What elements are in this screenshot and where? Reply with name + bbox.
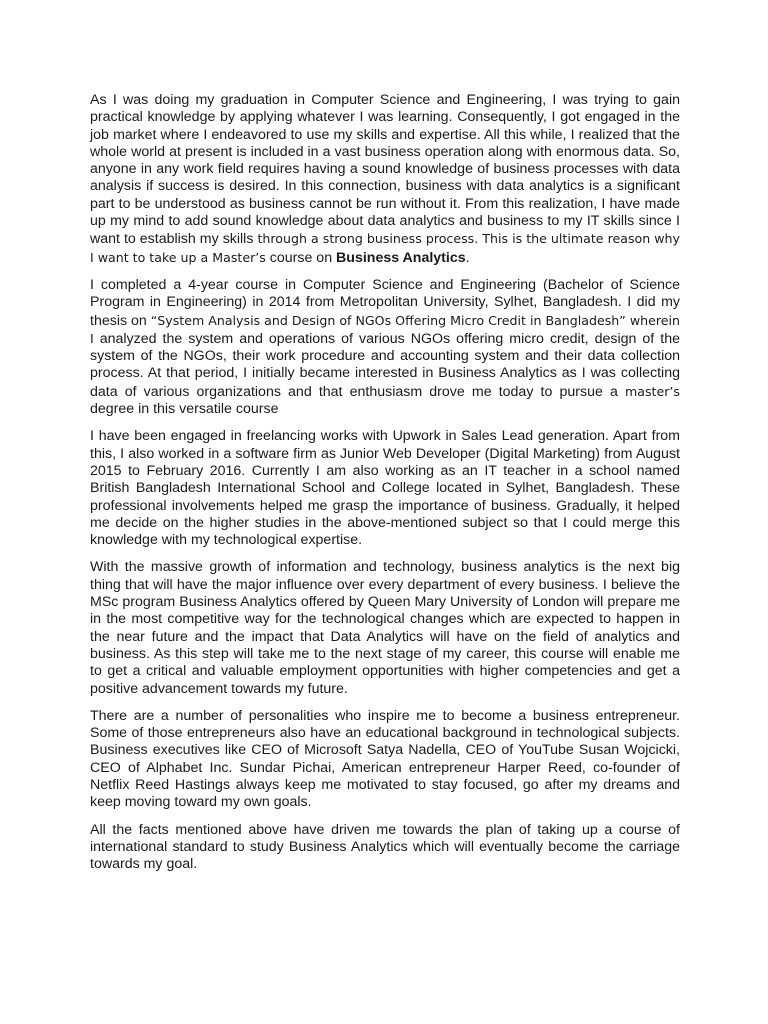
paragraph-text: analyzed the system and operations of various NGOs offering micro credit, design of the system of the NGOs, their work procedure and accounting system and their data collection process. At that period, I initially became interested in Business Analytics as I was collecting data of various organizations and that enthusiasm drove me today to pursue a <box>90 330 680 400</box>
paragraph-conclusion: All the facts mentioned above have driven me towards the plan of taking up a course of international standard to study Business Analytics which will eventually become the carriage towards my goal. <box>90 821 680 873</box>
paragraph-inspiration: There are a number of personalities who inspire me to become a business entrepreneur. Some of those entrepreneurs also have an educational background in technological subjects. Business executives like CEO of Microsoft Satya Nadella, CEO of YouTube Susan Wojcicki, CEO of Alphabet Inc. Sundar Pichai, American entrepreneur Harper Reed, co-founder of Netflix Reed Hastings always keep me motivated to stay focused, go after my dreams and keep moving toward my own goals. <box>90 707 680 811</box>
paragraph-motivation <box>90 92 680 267</box>
program-name: Business Analytics <box>336 249 466 266</box>
paragraph-text: course on <box>269 249 333 266</box>
paragraph-text: master’s <box>625 383 680 399</box>
paragraph-text: through a strong business process. This is the ultimate reason why I want to take up a Master’s <box>90 231 680 265</box>
paragraph-text: . <box>465 249 470 266</box>
paragraph-text: degree in this versatile course <box>90 401 279 418</box>
paragraph-text: I completed a 4-year course in Computer Science and Engineering (Bachelor of Science Program in Engineering) in 2014 from Metropolitan University, Sylhet, Bangladesh. I did my thesis on <box>90 276 680 329</box>
paragraph-program-choice: With the massive growth of information and technology, business analytics is the next big thing that will have the major influence over every department of every business. I believe the MSc program Business Analytics offered by Queen Mary University of London will prepare me in the most competitive way for the technological changes which are expected to happen in the near future and the impact that Data Analytics will have on the field of analytics and business. As this step will take me to the next stage of my career, this course will enable me to get a critical and valuable employment opportunities with higher competencies and get a positive advancement towards my future. <box>90 559 680 697</box>
paragraph-education <box>90 277 680 418</box>
thesis-title: “System Analysis and Design of NGOs Offering Micro Credit in Bangladesh” wherein I <box>90 312 680 346</box>
paragraph-text: As I was doing my graduation in Computer Science and Engineering, I was trying to gain practical knowledge by applying whatever I was learning. Consequently, I got engaged in the job market where I endeavored to use my skills and expertise. All this while, I realized that the whole world at present is included in a vast business operation along with enormous data. So, anyone in any work field requires having a sound knowledge of business processes with data analysis if success is desired. In this connection, business with data analytics is a significant part to be understood as business cannot be run without it. From this realization, I have made up my mind to add sound knowledge about data analytics and business to my IT skills since I want to establish my skills <box>90 92 680 248</box>
document-page <box>90 92 680 883</box>
paragraph-experience: I have been engaged in freelancing works with Upwork in Sales Lead generation. Apart from this, I also worked in a software firm as Junior Web Developer (Digital Marketing) from August 2015 to February 2016. Currently I am also working as an IT teacher in a school named British Bangladesh International School and College located in Sylhet, Bangladesh. These professional involvements helped me grasp the importance of business. Gradually, it helped me decide on the higher studies in the above-mentioned subject so that I could merge this knowledge with my technological expertise. <box>90 428 680 549</box>
